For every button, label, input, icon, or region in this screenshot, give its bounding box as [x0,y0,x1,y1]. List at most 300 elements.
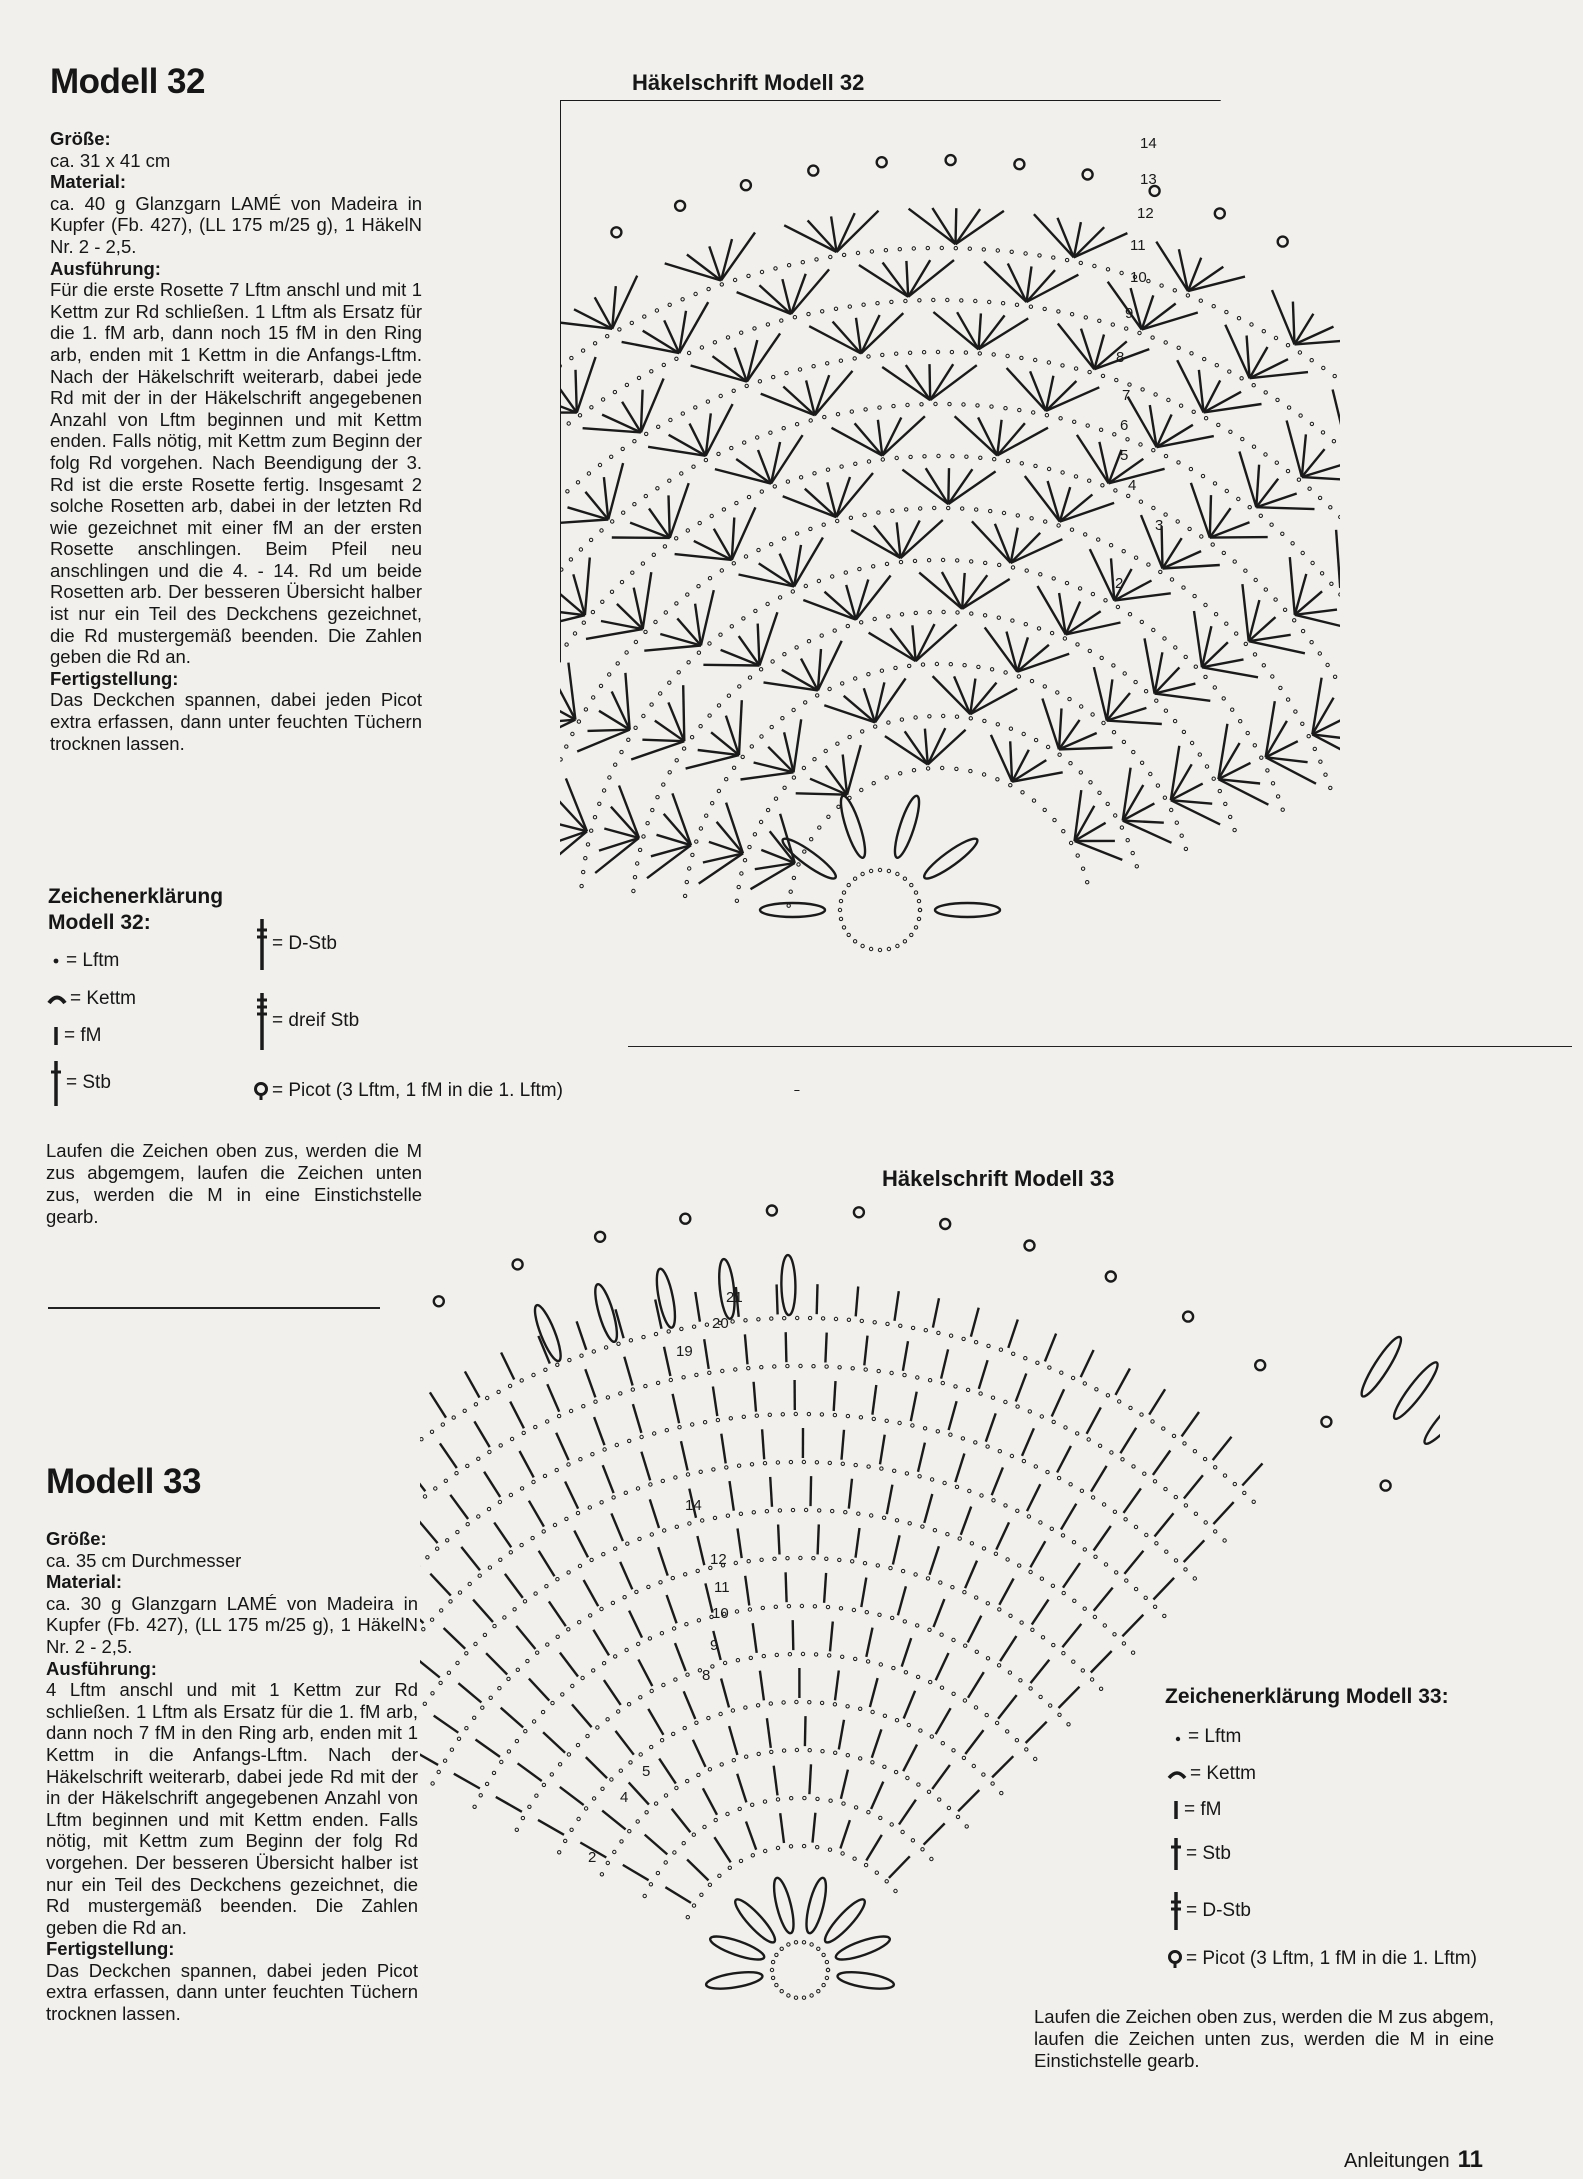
chain-stitch [601,1787,604,1790]
chain-stitch [1002,511,1005,514]
model32-material-text: ca. 40 g Glanzgarn LAMÉ von Madeira in Kupfer (Fb. 427), (LL 175 m/25 g), 1 HäkelN Nr. 2 - 2,5. [50,192,422,257]
stitch-mark [971,1308,979,1337]
chain-stitch [612,1496,615,1499]
chain-stitch [903,940,906,943]
model32-legend-picot: = Picot (3 Lftm, 1 fM in die 1. Lftm) [252,1080,563,1102]
model33-legend-title: Zeichenerklärung Modell 33: [1165,1685,1449,1708]
chain-stitch [807,312,810,315]
chain-stitch [1008,1671,1011,1674]
chain-stitch [657,425,660,428]
petal-stitch [1357,1333,1406,1400]
chain-stitch [1072,1660,1075,1663]
chain-stitch [751,1854,754,1857]
stitch-mark [721,233,755,281]
chain-stitch [594,1400,597,1403]
chain-stitch [770,725,773,728]
round-number: 11 [714,1579,730,1596]
chain-stitch [1034,464,1037,467]
stitch-mark [1242,584,1248,641]
stitch-mark [934,1599,945,1627]
stitch-mark [1171,800,1220,824]
stitch-mark [949,1401,957,1430]
picot [940,1219,950,1229]
chain-stitch [1034,1465,1037,1468]
chain-stitch [745,384,748,387]
chain-stitch [792,708,795,711]
chain-stitch [975,1596,978,1599]
petal-stitch [920,834,981,884]
stitch-mark [1030,1541,1045,1567]
chain-stitch [911,1839,914,1842]
chain-stitch [1115,1571,1118,1574]
stitch-mark [847,745,861,795]
chain-stitch [780,1990,783,1993]
chain-stitch [479,1794,482,1797]
chain-stitch [900,718,903,721]
chain-stitch [752,1511,755,1514]
stitch-mark [986,1413,996,1441]
stitch-mark [786,1572,787,1602]
chain-stitch [1140,761,1143,764]
chain-stitch [725,1466,728,1469]
chain-stitch [817,1990,820,1993]
stitch-mark [642,740,684,742]
chain-stitch [859,1757,862,1760]
chain-stitch [569,558,572,561]
stitch-mark [815,371,853,415]
chain-stitch [719,1712,722,1715]
stitch-mark [714,1837,730,1862]
stitch-mark [824,705,875,722]
chain-stitch [812,1557,815,1560]
chain-stitch [1163,1614,1166,1617]
chain-stitch [1159,570,1162,573]
chain-stitch [1088,649,1091,652]
chain-stitch [565,745,568,748]
chain-stitch [1024,623,1027,626]
chain-stitch [1252,1500,1255,1503]
model32-legend-dreifstb: = dreif Stb [254,990,359,1052]
stitch-mark [840,1820,850,1848]
chain-stitch [783,653,786,656]
chain-stitch [796,1316,799,1319]
model33-finishing-text: Das Deckchen spannen, dabei jeden Picot extra erfassen, dann unter feuchten Tüchern trocknen lassen. [46,1959,418,2025]
chain-stitch [1322,366,1325,369]
chain-stitch [571,732,574,735]
chain-stitch [1074,367,1077,370]
stitch-mark [809,326,861,353]
chain-stitch [905,508,908,511]
chain-stitch [933,1529,936,1532]
chain-stitch [1059,417,1062,420]
chain-stitch [756,1704,759,1707]
stitch-mark [556,1433,568,1460]
chain-stitch [1225,310,1228,313]
chain-stitch [890,1823,893,1826]
chain-stitch [606,1861,609,1864]
chain-stitch [1071,1376,1074,1379]
chain-stitch [1281,808,1284,811]
model33-legend-lftm: = Lftm [1170,1726,1241,1748]
chain-stitch [1099,1687,1102,1690]
stitch-mark [1120,1428,1136,1454]
chain-stitch [1087,1438,1090,1441]
stitch-mark [956,209,981,244]
picot-icon [1166,1948,1184,1970]
chain-stitch [903,877,906,880]
stitch-mark [420,1659,440,1678]
chain-stitch [1319,760,1322,763]
chain-stitch [786,1557,789,1560]
stitch-mark [1081,329,1094,370]
model33-legend-picot: = Picot (3 Lftm, 1 fM in die 1. Lftm) [1166,1948,1477,1970]
chain-stitch [898,1421,901,1424]
stitch-mark [1107,721,1162,724]
stitch-mark [473,1600,493,1623]
chain-stitch [820,634,823,637]
stitch-mark [837,211,879,252]
chain-stitch [1038,254,1041,257]
chain-stitch [848,735,851,738]
chain-stitch [699,1470,702,1473]
chain-stitch [894,1770,897,1773]
chain-stitch [914,891,917,894]
chain-stitch [1332,440,1335,443]
petal-stitch [530,1303,565,1364]
chain-stitch [1024,252,1027,255]
chain-stitch [1032,411,1035,414]
chain-stitch [1113,433,1116,436]
chain-stitch [723,1661,726,1664]
chain-stitch [954,1385,957,1388]
chain-stitch [802,1460,805,1463]
chain-stitch [1061,364,1064,367]
chain-stitch [1113,1510,1116,1513]
chain-stitch [871,1761,874,1764]
chain-stitch [708,1768,711,1771]
chain-stitch [815,258,818,261]
stitch-mark [1091,1466,1107,1492]
stitch-mark [577,357,596,413]
stitch-mark [965,1730,983,1754]
chain-stitch [1177,346,1180,349]
chain-stitch [695,1721,698,1724]
chain-stitch [1030,517,1033,520]
stitch-mark [1210,495,1211,537]
chain-stitch [747,1367,750,1370]
chain-stitch [730,446,733,449]
stitch-mark [1142,313,1198,330]
stitch-mark [893,1535,900,1564]
chain-stitch [1061,1534,1064,1537]
stitch-mark [911,1392,917,1421]
chain-stitch [542,1783,545,1786]
stitch-mark [1042,699,1059,750]
chain-stitch [1110,1451,1113,1454]
chain-stitch [940,1633,943,1636]
round-number: 7 [1122,387,1131,404]
stitch-mark [454,1774,480,1789]
chain-stitch [566,490,569,493]
chain-stitch [509,1551,512,1554]
chain-stitch [644,1384,647,1387]
chain-stitch [1149,772,1152,775]
stitch-mark [864,1336,867,1366]
chain-stitch [624,1491,627,1494]
chain-stitch [643,1894,646,1897]
chain-stitch [914,926,917,929]
stitch-mark [673,1394,680,1423]
chain-stitch [739,1512,742,1515]
chain-stitch [956,1815,959,1818]
stitch-mark [832,428,883,456]
stitch-mark [909,209,956,245]
stitch-mark [1027,1484,1040,1511]
chain-stitch [678,1426,681,1429]
chain-stitch [659,692,662,695]
chain-stitch [483,1633,486,1636]
chain-stitch [949,1334,952,1337]
chain-stitch [1127,494,1130,497]
chain-stitch [1041,1636,1044,1639]
stitch-mark [574,1531,588,1558]
stitch-mark [955,1454,964,1483]
stitch-mark [641,379,664,433]
chain-stitch [1225,489,1228,492]
chain-stitch [990,405,993,408]
chain-stitch [1022,1459,1025,1462]
chain-stitch [889,1566,892,1569]
chain-stitch [456,1661,459,1664]
chain-stitch [1188,527,1191,530]
chain-stitch [1115,378,1118,381]
chain-stitch [903,1373,906,1376]
chain-stitch [887,721,890,724]
chain-stitch [792,776,795,779]
stitch-mark [501,1353,514,1380]
chain-stitch [781,1413,784,1416]
stitch-mark [420,1603,424,1623]
chain-stitch [908,664,911,667]
model33-title: Modell 33 [46,1462,201,1501]
chain-stitch [635,1590,638,1593]
chain-stitch [735,1610,738,1613]
chain-stitch [932,298,935,301]
chain-stitch [963,1591,966,1594]
chain-stitch [821,310,824,313]
chain-stitch [1262,330,1265,333]
chain-stitch [677,671,680,674]
stitch-mark [588,730,630,731]
round-number: 14 [685,1497,702,1514]
model32-crochet-chart [560,100,1340,1020]
stitch-mark [667,1595,677,1623]
chain-stitch [818,1509,821,1512]
chain-stitch [782,537,785,540]
chain-stitch [751,1803,754,1806]
model32-execution-text: Für die erste Rosette 7 Lftm anschl und mit 1 Kettm zur Rd schließen. 1 Lftm als Ersatz für die 1. fM arb, dann noch 15 fM in den Ring arb, enden mit 1 Kettm in die Anfangs-Lftm. Nach der Häkelschrift weiterarb, dabei jede Rd mit der in der Häkelschrift angegebenen Anzahl von Lftm beginnen und mit Kettm enden. Falls nötig, mit Kettm zum Beginn der folg Rd vorgehen. Nach Beendigung der 3. Rd ist die erste Rosette fertig. Insgesamt 2 solche Rosetten arb, dabei in der letzten Rd wie gezeichnet mit einer fM an der ersten Rosette anschlingen. Beim Pfeil neu anschlingen und die 4. - 14. Rd um beide Rosetten arb. Der besseren Übersicht halber ist nur ein Teil des Deckchens gezeichnet, die Rd mustergemäß beenden. Die Zahlen geben die Rd an. [50,279,422,668]
chain-stitch [739,1859,742,1862]
chain-stitch [1140,1413,1143,1416]
chain-stitch [756,436,759,439]
chain-stitch [1043,808,1046,811]
chain-stitch [745,1755,748,1758]
chain-stitch [1326,663,1329,666]
chain-stitch [1006,354,1009,357]
chain-stitch [711,1665,714,1668]
chain-stitch [885,1880,888,1883]
chain-stitch [544,1368,547,1371]
chain-stitch [663,545,666,548]
chain-stitch [1163,637,1166,640]
chain-stitch [1076,1432,1079,1435]
stitch-mark [1218,779,1268,805]
model32-legend-title-line1: Zeichenerklärung [48,885,224,908]
chain-stitch [706,400,709,403]
chain-stitch [602,1553,605,1556]
chain-stitch [584,857,587,860]
stitch-mark [1094,667,1107,721]
chain-stitch [1094,1555,1097,1558]
chain-stitch [1228,370,1231,373]
chain-stitch [1213,686,1216,689]
stitch-mark [818,641,842,691]
chain-stitch [452,1416,455,1419]
chain-stitch [876,1564,879,1567]
chain-stitch [697,585,700,588]
stitch-mark [644,646,701,651]
chain-stitch [825,1960,828,1963]
stitch-mark [906,261,908,297]
chain-stitch [949,663,952,666]
chain-stitch [948,402,951,405]
stitch-mark [871,1782,883,1809]
chain-stitch [627,1703,630,1706]
stitch-mark [672,1809,691,1833]
stitch-mark [908,260,930,297]
chain-stitch [698,521,701,524]
petal-stitch [705,1969,763,1992]
chain-stitch [1128,383,1131,386]
stitch-mark [1007,368,1046,411]
chain-stitch [579,1458,582,1461]
chain-stitch [1114,814,1117,817]
chain-stitch [443,1759,446,1762]
stitch-mark [1116,1369,1130,1395]
picot [680,1214,690,1224]
chain-stitch [795,1748,798,1751]
chain-stitch [766,808,769,811]
chain-stitch [795,532,798,535]
stitch-mark [1094,1588,1113,1611]
chain-stitch [926,1577,929,1580]
chain-stitch [581,1676,584,1679]
stitch-mark [1030,371,1046,411]
chain-stitch [1333,675,1336,678]
chain-stitch [430,1618,433,1621]
chain-stitch [1170,578,1173,581]
chain-stitch [1174,1495,1177,1498]
chain-stitch [757,1752,760,1755]
chain-stitch [1182,730,1185,733]
chain-stitch [1050,631,1053,634]
stitch-mark [450,1495,468,1519]
chain-stitch [510,1437,513,1440]
chain-stitch [954,247,957,250]
stitch-mark [1202,667,1258,677]
chain-stitch [1212,305,1215,308]
chain-stitch [799,1556,802,1559]
chain-stitch [1283,608,1286,611]
chain-stitch [826,1605,829,1608]
chain-stitch [1006,1730,1009,1733]
chain-stitch [974,1341,977,1344]
chain-stitch [996,778,999,781]
stitch-mark [803,600,856,620]
chain-stitch [878,948,881,951]
chain-stitch [1253,744,1256,747]
chain-stitch [737,885,740,888]
chain-stitch [499,1444,502,1447]
stitch-mark [684,1691,696,1719]
footer-section: Anleitungen [1344,2150,1450,2172]
stitch-mark [713,1387,717,1417]
stitch-mark [901,521,920,559]
stitch-mark [941,1349,948,1378]
chain-stitch [741,755,744,758]
model33-material-text: ca. 30 g Glanzgarn LAMÉ von Madeira in Kupfer (Fb. 427), (LL 175 m/25 g), 1 HäkelN Nr. 2 - 2,5. [46,1592,418,1657]
chain-stitch [665,1429,668,1432]
chain-stitch [743,859,746,862]
chain-stitch [542,1530,545,1533]
chain-stitch [813,472,816,475]
stitch-mark [1032,1600,1049,1625]
chain-stitch [744,1319,747,1322]
chain-stitch [1176,520,1179,523]
stitch-mark [594,1417,604,1445]
chain-stitch [440,1609,443,1612]
chain-stitch [761,1606,764,1609]
chain-stitch [1313,747,1316,750]
chain-stitch [606,1396,609,1399]
stitch-mark [930,364,953,400]
stitch-mark [992,1756,1013,1777]
chain-stitch [465,1652,468,1655]
petal-stitch [731,1895,780,1947]
chain-stitch [760,1366,763,1369]
chain-stitch [586,843,589,846]
stitch-mark [604,1680,621,1705]
chain-stitch [1260,756,1263,759]
model32-instructions [50,128,422,754]
double-crochet-icon [1168,1836,1184,1872]
model32-legend-title [48,884,223,936]
chain-stitch [680,472,683,475]
chain-stitch [1114,489,1117,492]
chain-stitch [1022,732,1025,735]
chain-stitch [1006,1558,1009,1561]
chain-stitch [1089,781,1092,784]
chain-stitch [1039,1695,1042,1698]
chain-stitch [1098,791,1101,794]
chain-stitch [738,685,741,688]
chain-stitch [582,1405,585,1408]
chain-stitch [650,1533,653,1536]
chain-stitch [923,1427,926,1430]
chain-stitch [569,1409,572,1412]
petal-stitch [1420,1386,1440,1448]
chain-stitch [1144,690,1147,693]
